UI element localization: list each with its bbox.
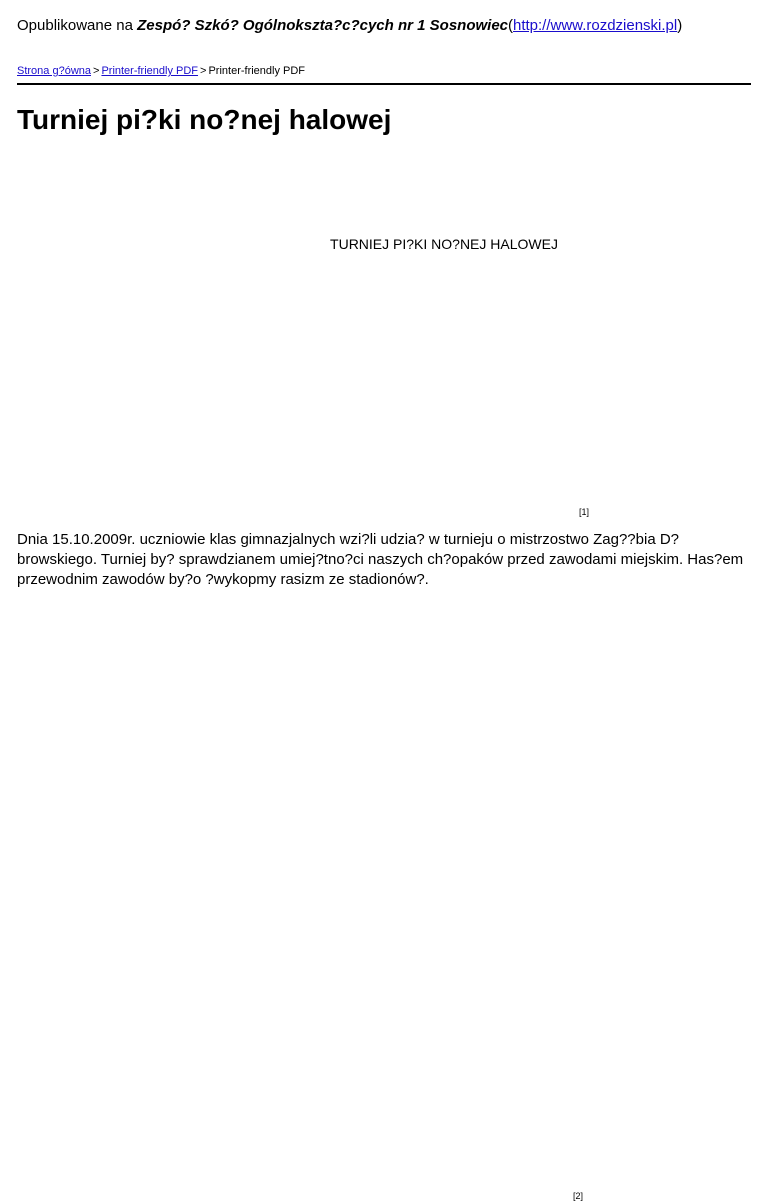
breadcrumb-separator: >	[93, 65, 100, 77]
article-body: Dnia 15.10.2009r. uczniowie klas gimnazjalnych wzi?li udzia? w turnieju o mistrzostwo Zag??bia D?browskiego. Turniej by? sprawdzianem umiej?tno?ci naszych ch?opaków przed zawodami miejskim. Has?em przewodnim zawodów by?o ?wykopmy rasizm ze stadionów?.	[17, 531, 744, 588]
published-prefix: Opublikowane na	[17, 17, 133, 34]
url-open-paren: (	[508, 17, 513, 34]
article-image-2	[17, 600, 751, 1201]
article-image-1	[17, 236, 751, 516]
image-1-reference: [1]	[579, 507, 590, 517]
published-on-line	[17, 17, 682, 35]
image-1-caption: TURNIEJ PI?KI NO?NEJ HALOWEJ	[330, 236, 558, 252]
url-close-paren: )	[677, 17, 683, 34]
header-divider	[17, 83, 751, 85]
page-title: Turniej pi?ki no?nej halowej	[17, 104, 392, 135]
breadcrumb-current: Printer-friendly PDF	[208, 65, 306, 77]
breadcrumb-home-link[interactable]: Strona g?ówna	[17, 65, 91, 77]
breadcrumb-separator: >	[200, 65, 207, 77]
breadcrumb-pdf-link[interactable]: Printer-friendly PDF	[101, 65, 199, 77]
site-name: Zespó? Szkó? Ogólnokszta?c?cych nr 1 Sosnowiec	[137, 17, 508, 34]
site-url-link[interactable]: http://www.rozdzienski.pl	[513, 17, 678, 34]
image-2-reference: [2]	[573, 1191, 584, 1201]
breadcrumb	[17, 65, 305, 78]
